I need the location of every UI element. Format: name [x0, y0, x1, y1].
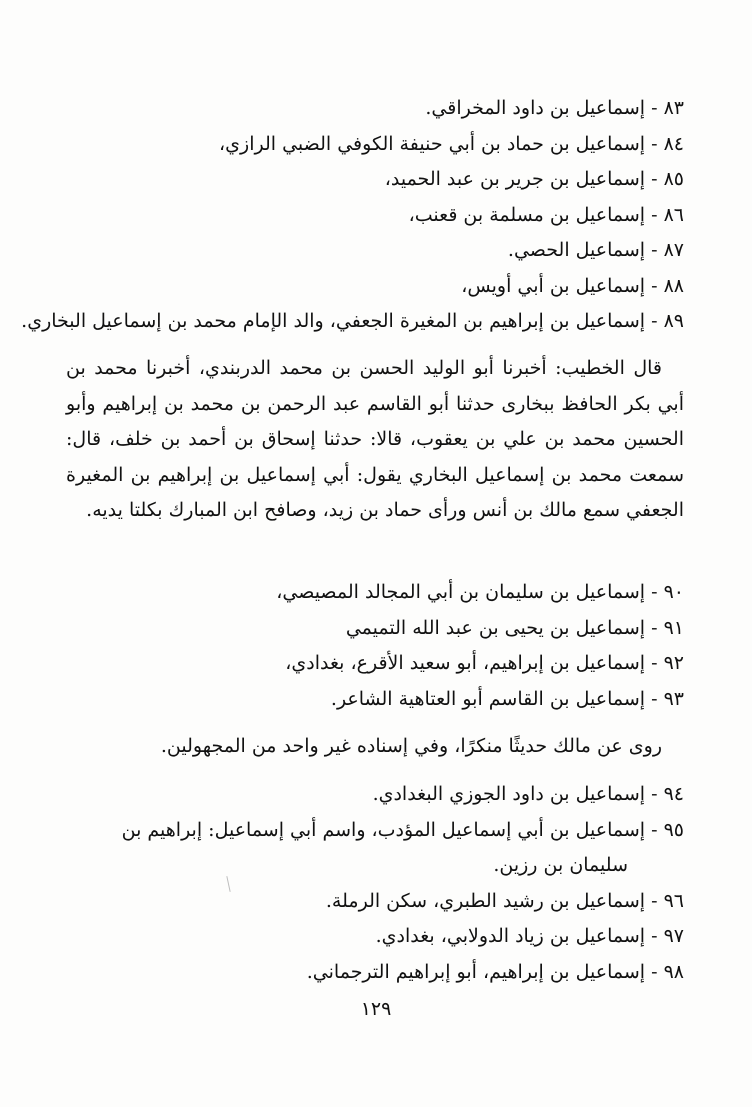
list-item: ٩٣ - إسماعيل بن القاسم أبو العتاهية الشاعر.	[330, 687, 684, 710]
page-number: ١٢٩	[360, 998, 392, 1020]
list-item: ٨٣ - إسماعيل بن داود المخراقي.	[425, 97, 684, 119]
munkar-note-paragraph: روى عن مالك حديثًا منكرًا، وفي إسناده غير واحد من المجهولين.	[160, 735, 662, 757]
list-item: ٨٨ - إسماعيل بن أبي أويس،	[461, 274, 684, 297]
list-item: ٩٠ - إسماعيل بن سليمان بن أبي المجالد المصيصي،	[276, 581, 684, 603]
list-item: ٨٤ - إسماعيل بن حماد بن أبي حنيفة الكوفي الضبي الرازي،	[219, 132, 684, 155]
list-item: ٩٤ - إسماعيل بن داود الجوزي البغدادي.	[372, 783, 684, 805]
list-item: ٨٥ - إسماعيل بن جرير بن عبد الحميد،	[384, 168, 684, 190]
list-item: ٩٧ - إسماعيل بن زياد الدولابي، بغدادي.	[375, 925, 684, 947]
narrator-list-1	[21, 91, 684, 340]
list-item: ٩٥ - إسماعيل بن أبي إسماعيل المؤدب، واسم أبي إسماعيل: إبراهيم بن	[121, 818, 684, 841]
narrator-list-3	[66, 777, 684, 990]
list-item: ٩٦ - إسماعيل بن رشيد الطبري، سكن الرملة.	[325, 889, 684, 912]
list-item: ٩١ - إسماعيل بن يحيى بن عبد الله التميمي	[345, 616, 684, 639]
list-item: ٨٧ - إسماعيل الحصي.	[507, 239, 684, 261]
list-item: ٩٢ - إسماعيل بن إبراهيم، أبو سعيد الأقرع، بغدادي،	[285, 652, 684, 674]
khatib-narration-paragraph: قال الخطيب: أخبرنا أبو الوليد الحسن بن محمد الدربندي، أخبرنا محمد بن أبي بكر الحافظ ببخارى حدثنا أبو القاسم عبد الرحمن بن محمد بن إبراهيم وأبو الحسين محمد بن علي بن يعقوب، قالا: حدثنا إسحاق بن أحمد بن خلف، قال: سمعت محمد بن إسماعيل البخاري يقول: أبي إسماعيل بن إبراهيم بن المغيرة الجعفي سمع مالك بن أنس ورأى حماد بن زيد، وصافح ابن المبارك بكلتا يديه.	[66, 357, 684, 521]
list-item: ٩٨ - إسماعيل بن إبراهيم، أبو إبراهيم الترجماني.	[306, 960, 684, 983]
list-item-continuation: سليمان بن رزين.	[493, 854, 628, 876]
narrator-list-2	[66, 575, 684, 717]
list-item: ٨٩ - إسماعيل بن إبراهيم بن المغيرة الجعفي، والد الإمام محمد بن إسماعيل البخاري.	[21, 310, 684, 332]
list-item: ٨٦ - إسماعيل بن مسلمة بن قعنب،	[408, 203, 684, 226]
